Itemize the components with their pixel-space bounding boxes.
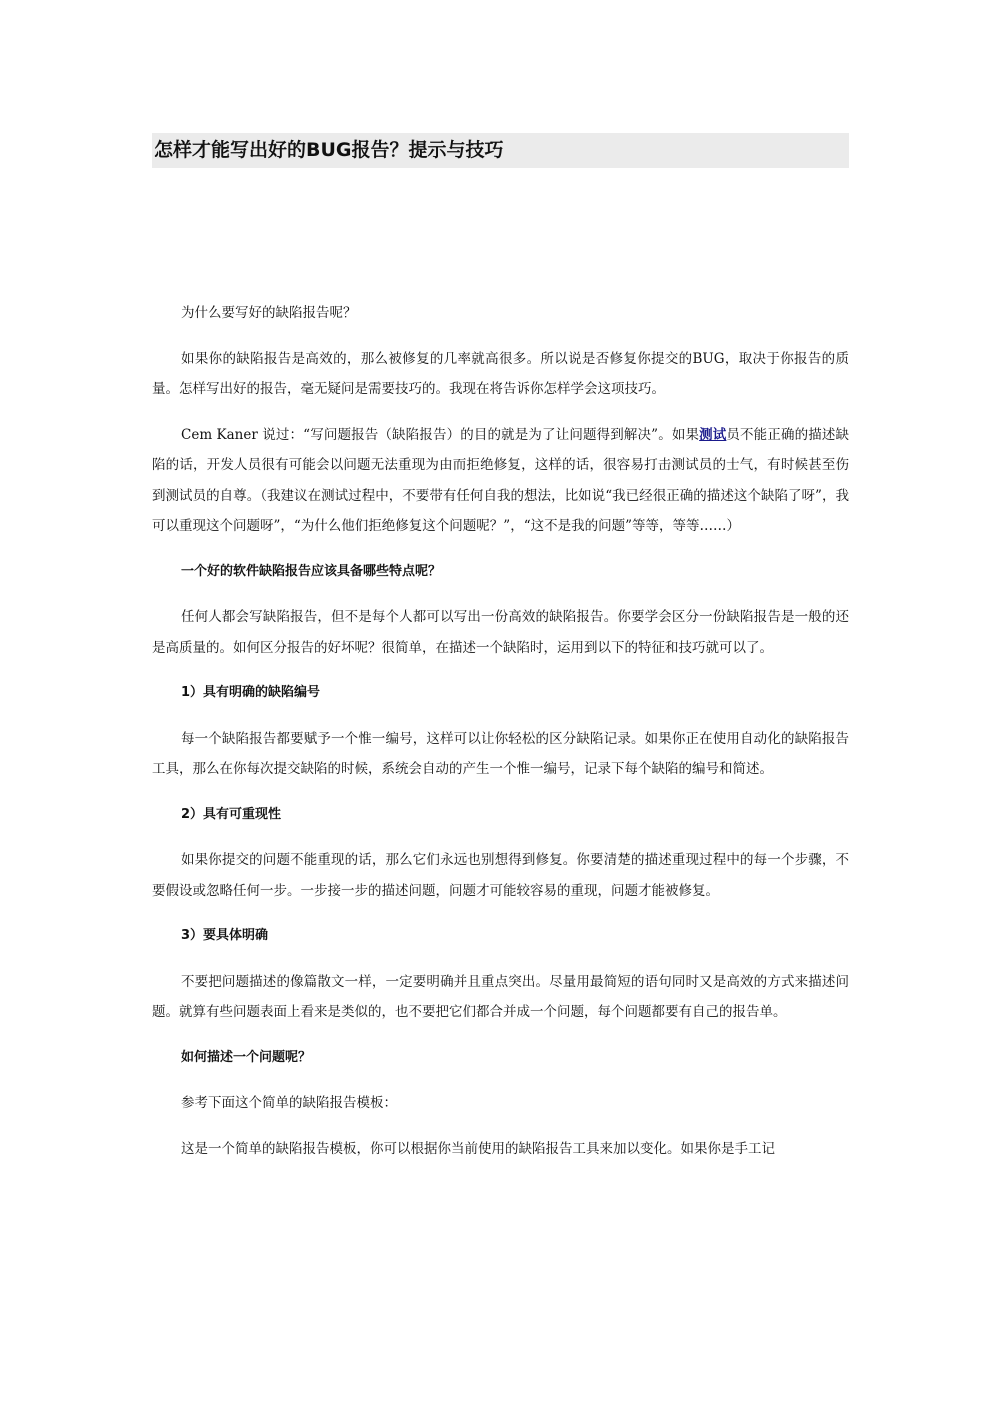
paragraph-efficiency: 如果你的缺陷报告是高效的，那么被修复的几率就高很多。所以说是否修复你提交的BUG，取决于你报告的质量。怎样写出好的报告，毫无疑问是需要技巧的。我现在将告诉你怎样学会这项技巧。 — [152, 350, 849, 397]
paragraph-reproducible: 如果你提交的问题不能重现的话，那么它们永远也别想得到修复。你要清楚的描述重现过程中的每一个步骤，不要假设或忽略任何一步。一步接一步的描述问题，问题才可能较容易的重现，问题才能被修复。 — [152, 852, 849, 899]
heading-how-describe: 如何描述一个问题呢？ — [181, 1049, 312, 1065]
page-title: 怎样才能写出好的BUG报告？提示与技巧 — [152, 133, 849, 168]
article-body — [152, 298, 849, 1164]
heading-unique-id: 1）具有明确的缺陷编号 — [181, 685, 321, 700]
paragraph-unique-id: 每一个缺陷报告都要赋予一个惟一编号，这样可以让你轻松的区分缺陷记录。如果你正在使用自动化的缺陷报告工具，那么在你每次提交缺陷的时候，系统会自动的产生一个惟一编号，记录下每个缺陷的编号和简述。 — [152, 730, 849, 777]
paragraph-why: 为什么要写好的缺陷报告呢？ — [181, 305, 357, 321]
heading-specific: 3）要具体明确 — [181, 928, 269, 943]
heading-reproducible: 2）具有可重现性 — [181, 806, 282, 822]
cem-kaner-text-after: 员不能正确的描述缺陷的话，开发人员很有可能会以问题无法重现为由而拒绝修复，这样的话，很容易打击测试员的士气，有时候甚至伤到测试员的自尊。（我建议在测试过程中，不要带有任何自我的想法，比如说“我已经很正确的描述这个缺陷了呀”，我可以重现这个问题呀”，“为什么他们拒绝修复这个问题呢？”，“这不是我的问题”等等，等等……） — [152, 426, 850, 534]
paragraph-anyone: 任何人都会写缺陷报告，但不是每个人都可以写出一份高效的缺陷报告。你要学会区分一份缺陷报告是一般的还是高质量的。如何区分报告的好坏呢？很简单，在描述一个缺陷时，运用到以下的特征和技巧就可以了。 — [152, 609, 849, 656]
paragraph-template-ref: 参考下面这个简单的缺陷报告模板： — [181, 1095, 397, 1111]
heading-good-report: 一个好的软件缺陷报告应该具备哪些特点呢？ — [181, 563, 442, 579]
document-page — [152, 133, 849, 168]
paragraph-template-desc: 这是一个简单的缺陷报告模板，你可以根据你当前使用的缺陷报告工具来加以变化。如果你是手工记 — [181, 1140, 775, 1157]
testing-link[interactable]: 测试 — [699, 426, 727, 443]
paragraph-cem-kaner — [152, 420, 849, 542]
paragraph-specific: 不要把问题描述的像篇散文一样，一定要明确并且重点突出。尽量用最简短的语句同时又是高效的方式来描述问题。就算有些问题表面上看来是类似的，也不要把它们都合并成一个问题，每个问题都要有自己的报告单。 — [152, 973, 849, 1020]
cem-kaner-text-before: Cem Kaner 说过：“写问题报告（缺陷报告）的目的就是为了让问题得到解决”。如果 — [181, 426, 700, 443]
